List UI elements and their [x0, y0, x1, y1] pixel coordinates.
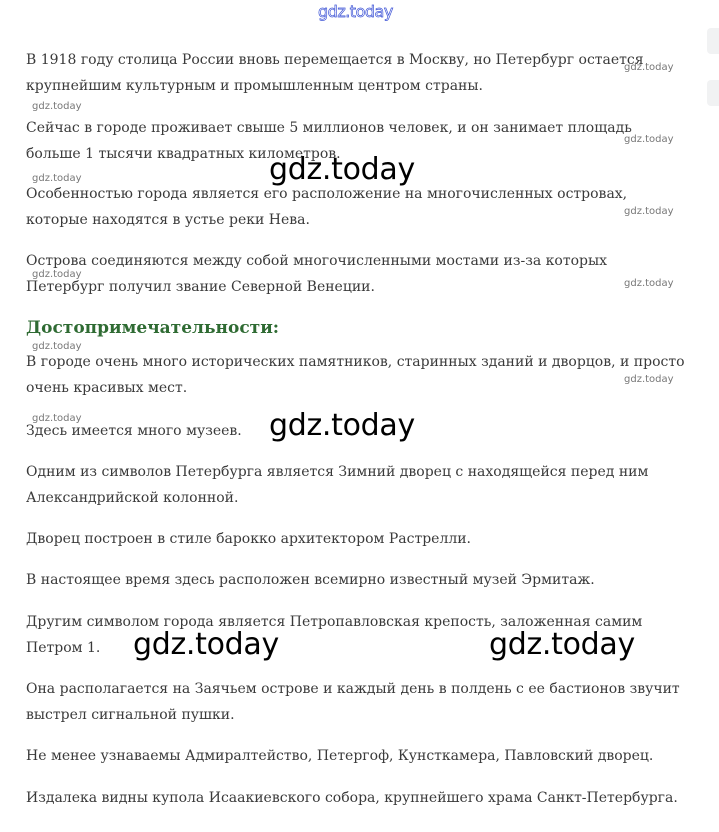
paragraph-islands: Особенностью города является его расположение на многочисленных островах, которые находятся в устье реки Нева.	[26, 186, 628, 228]
paragraph-cannon: Она располагается на Заячьем острове и каждый день в полдень с ее бастионов звучит выстрел сигнальной пушки.	[26, 681, 680, 723]
watermark-large: gdz.today	[489, 627, 635, 662]
section-heading: Достопримечательности:	[26, 318, 280, 338]
watermark-small: gdz.today	[624, 374, 674, 385]
paragraph-winter-palace: Одним из символов Петербурга является Зимний дворец с находящейся перед ним Александрийской колонной.	[26, 464, 649, 506]
watermark-large: gdz.today	[269, 152, 415, 187]
site-logo[interactable]: gdz.today	[318, 2, 393, 21]
watermark-small: gdz.today	[624, 62, 674, 73]
watermark-small: gdz.today	[32, 413, 82, 424]
paragraph-isaac-cathedral: Издалека видны купола Исаакиевского собора, крупнейшего храма Санкт-Петербурга.	[26, 790, 678, 806]
scrollbar-segment	[707, 80, 719, 106]
watermark-small: gdz.today	[32, 269, 82, 280]
watermark-small: gdz.today	[32, 341, 82, 352]
watermark-small: gdz.today	[624, 134, 674, 145]
paragraph-hermitage: В настоящее время здесь расположен всемирно известный музей Эрмитаж.	[26, 572, 595, 588]
paragraph-population: Сейчас в городе проживает свыше 5 миллионов человек, и он занимает площадь больше 1 тысячи квадратных километров.	[26, 120, 632, 162]
watermark-small: gdz.today	[32, 173, 82, 184]
watermark-large: gdz.today	[269, 408, 415, 443]
scrollbar-segment	[707, 28, 719, 54]
watermark-small: gdz.today	[624, 278, 674, 289]
scrollbar[interactable]	[707, 28, 719, 106]
paragraph-bridges: Острова соединяются между собой многочисленными мостами из-за которых Петербург получил звание Северной Венеции.	[26, 253, 608, 295]
paragraph-museums: Здесь имеется много музеев.	[26, 423, 242, 439]
watermark-large: gdz.today	[133, 627, 279, 662]
paragraph-landmarks: Не менее узнаваемы Адмиралтейство, Петергоф, Кунсткамера, Павловский дворец.	[26, 748, 654, 764]
paragraph-monuments: В городе очень много исторических памятников, старинных зданий и дворцов, и просто очень красивых мест.	[26, 354, 685, 396]
paragraph-fortress: Другим символом города является Петропавловская крепость, заложенная самим Петром 1.	[26, 614, 643, 656]
watermark-small: gdz.today	[624, 206, 674, 217]
paragraph-rastrelli: Дворец построен в стиле барокко архитектором Растрелли.	[26, 531, 472, 547]
watermark-small: gdz.today	[32, 101, 82, 112]
paragraph-capital: В 1918 году столица России вновь перемещается в Москву, но Петербург остается крупнейшим культурным и промышленным центром страны.	[26, 52, 644, 94]
